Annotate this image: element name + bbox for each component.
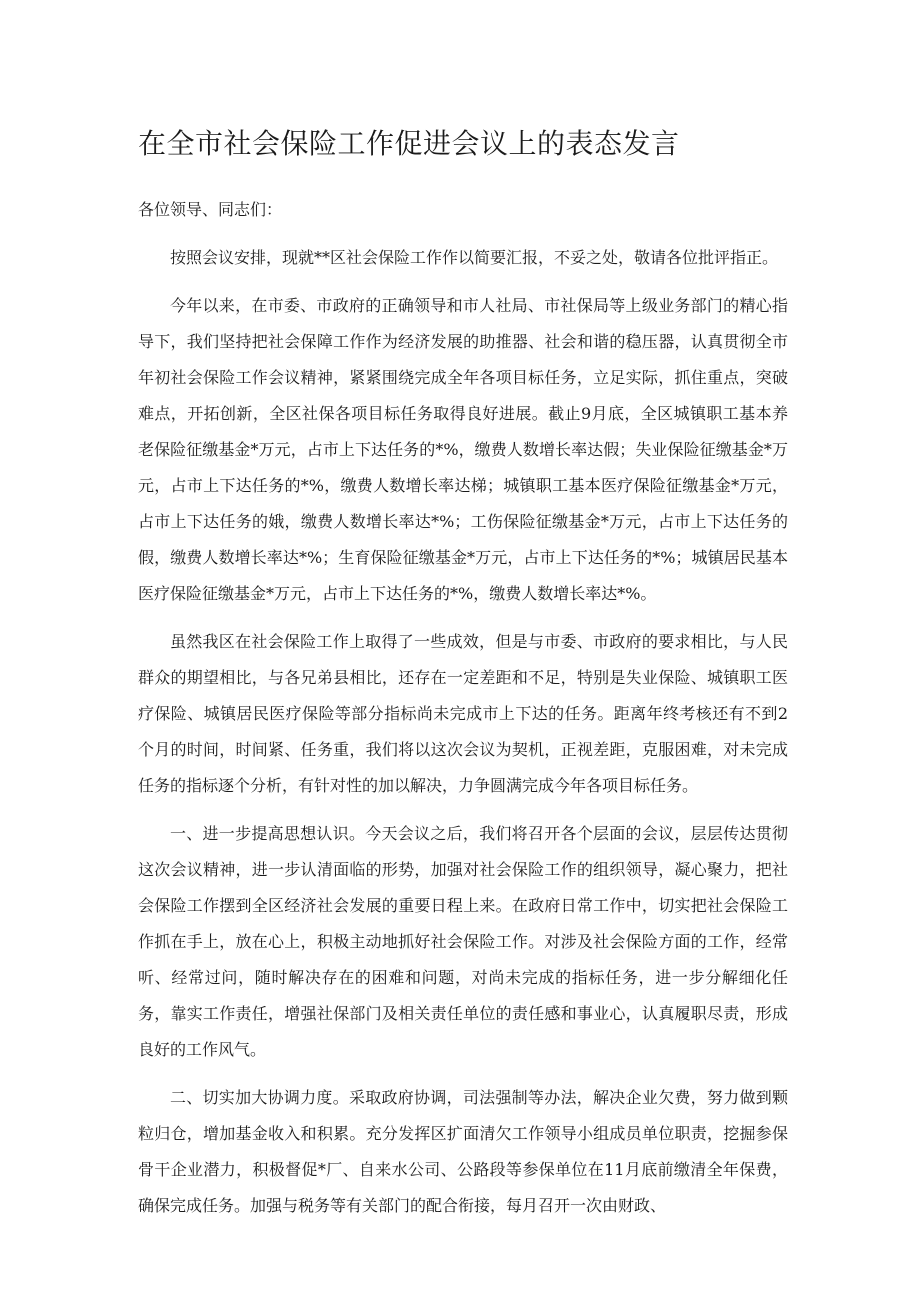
- paragraph-point-two: 二、切实加大协调力度。采取政府协调，司法强制等办法，解决企业欠费，努力做到颗粒归仓，增加基金收入和积累。充分发挥区扩面清欠工作领导小组成员单位职责，挖掘参保骨干企业潜力，积极督促*厂、自来水公司、公路段等参保单位在11月底前缴清全年保费，确保完成任务。加强与税务等有关部门的配合衔接，每月召开一次由财政、: [138, 1088, 788, 1215]
- paragraph-progress: 今年以来，在市委、市政府的正确领导和市人社局、市社保局等上级业务部门的精心指导下，我们坚持把社会保障工作作为经济发展的助推器、社会和谐的稳压器，认真贯彻全市年初社会保险工作会议精神，紧紧围绕完成全年各项目标任务，立足实际，抓住重点，突破难点，开拓创新，全区社保各项目标任务取得良好进展。截止9月底，全区城镇职工基本养老保险征缴基金*万元，占市上下达任务的*%，缴费人数增长率达假；失业保险征缴基金*万元，占市上下达任务的*%，缴费人数增长率达梯；城镇职工基本医疗保险征缴基金*万元，占市上下达任务的娥，缴费人数增长率达*%；工伤保险征缴基金*万元，占市上下达任务的假，缴费人数增长率达*%；生育保险征缴基金*万元，占市上下达任务的*%；城镇居民基本医疗保险征缴基金*万元，占市上下达任务的*%，缴费人数增长率达*%。: [138, 296, 788, 603]
- paragraph-gaps: 虽然我区在社会保险工作上取得了一些成效，但是与市委、市政府的要求相比，与人民群众的期望相比，与各兄弟县相比，还存在一定差距和不足，特别是失业保险、城镇职工医疗保险、城镇居民医疗保险等部分指标尚未完成市上下达的任务。距离年终考核还有不到2个月的时间，时间紧、任务重，我们将以这次会议为契机，正视差距，克服困难，对未完成任务的指标逐个分析，有针对性的加以解决，力争圆满完成今年各项目标任务。: [138, 632, 788, 795]
- document-page: [138, 118, 788, 1236]
- paragraph-intro: 按照会议安排，现就**区社会保险工作作以简要汇报，不妥之处，敬请各位批评指正。: [170, 248, 779, 267]
- paragraph-point-one: 一、进一步提高思想认识。今天会议之后，我们将召开各个层面的会议，层层传达贯彻这次会议精神，进一步认清面临的形势，加强对社会保险工作的组织领导，凝心聚力，把社会保险工作摆到全区经济社会发展的重要日程上来。在政府日常工作中，切实把社会保险工作抓在手上，放在心上，积极主动地抓好社会保险工作。对涉及社会保险方面的工作，经常听、经常过问，随时解决存在的困难和问题，对尚未完成的指标任务，进一步分解细化任务，靠实工作责任，增强社保部门及相关责任单位的责任感和事业心，认真履职尽责，形成良好的工作风气。: [138, 824, 788, 1059]
- salutation: 各位领导、同志们：: [138, 200, 283, 219]
- document-title: 在全市社会保险工作促进会议上的表态发言: [138, 127, 680, 160]
